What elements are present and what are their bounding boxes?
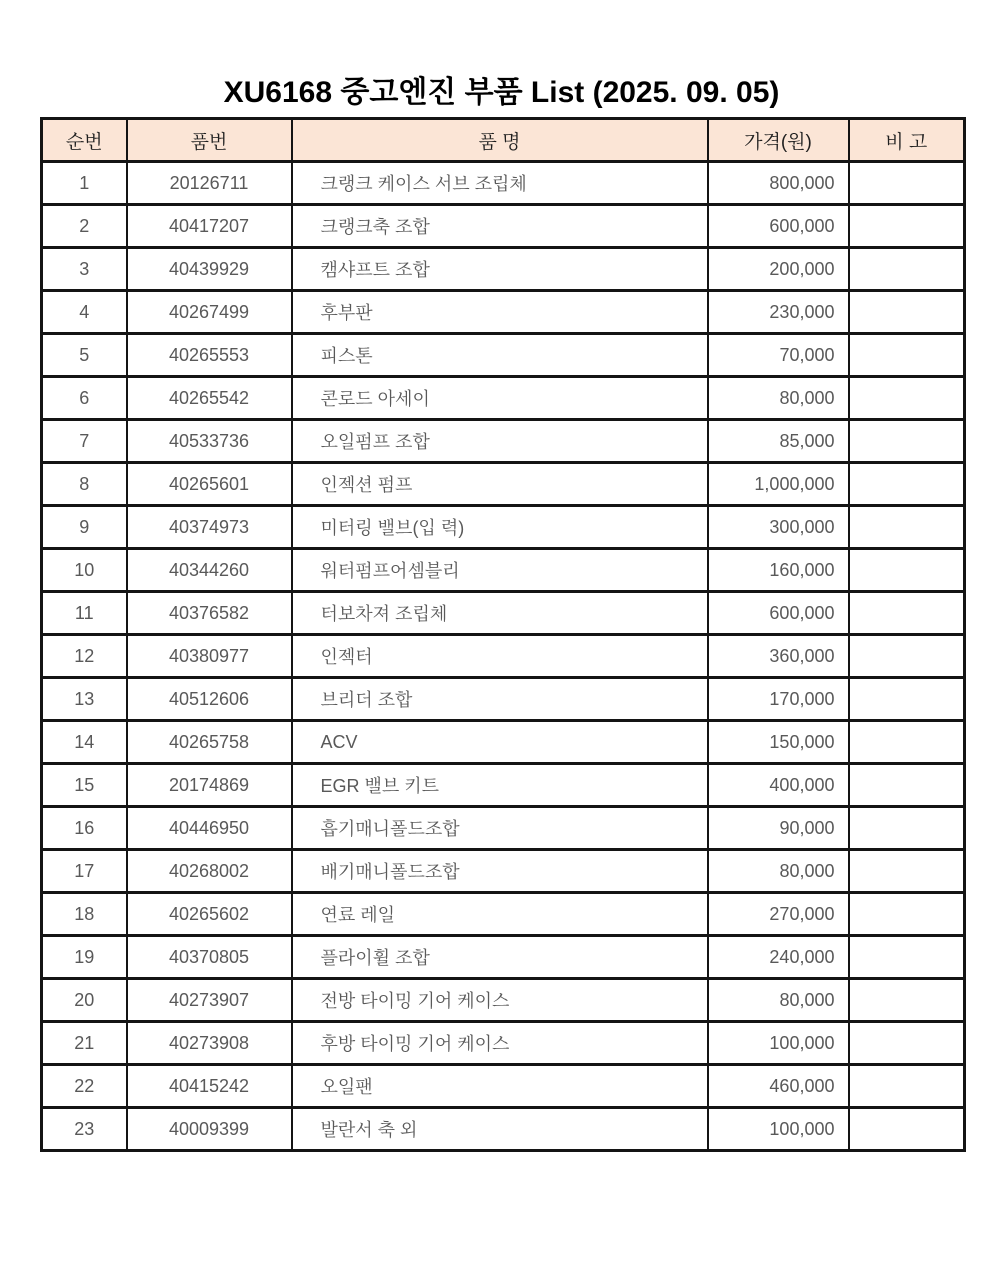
price-cell: 170,000 [708,678,849,721]
table-row [42,1065,965,1108]
price-cell: 270,000 [708,893,849,936]
table-row [42,549,965,592]
table-row [42,205,965,248]
note-cell [849,678,965,721]
price-cell: 1,000,000 [708,463,849,506]
table-row [42,936,965,979]
note-cell [849,807,965,850]
part-number-cell: 40273908 [127,1022,292,1065]
table-row [42,162,965,205]
row-number-cell: 1 [42,162,127,205]
row-number-cell: 4 [42,291,127,334]
parts-table [40,117,966,1152]
part-name-cell: ACV [292,721,708,764]
column-header-name: 품 명 [292,119,708,162]
note-cell [849,1065,965,1108]
part-name-cell: 후방 타이밍 기어 케이스 [292,1022,708,1065]
row-number-cell: 11 [42,592,127,635]
row-number-cell: 12 [42,635,127,678]
part-number-cell: 20126711 [127,162,292,205]
part-number-cell: 40268002 [127,850,292,893]
row-number-cell: 17 [42,850,127,893]
part-name-cell: 흡기매니폴드조합 [292,807,708,850]
note-cell [849,205,965,248]
part-name-cell: 워터펌프어셈블리 [292,549,708,592]
column-header-price: 가격(원) [708,119,849,162]
part-name-cell: 연료 레일 [292,893,708,936]
part-name-cell: 피스톤 [292,334,708,377]
table-row [42,463,965,506]
part-number-cell: 40415242 [127,1065,292,1108]
row-number-cell: 23 [42,1108,127,1151]
part-number-cell: 40344260 [127,549,292,592]
table-row [42,592,965,635]
price-cell: 360,000 [708,635,849,678]
table-row [42,850,965,893]
row-number-cell: 10 [42,549,127,592]
part-name-cell: 터보차져 조립체 [292,592,708,635]
row-number-cell: 18 [42,893,127,936]
note-cell [849,1108,965,1151]
price-cell: 300,000 [708,506,849,549]
row-number-cell: 19 [42,936,127,979]
table-row [42,334,965,377]
note-cell [849,506,965,549]
page-title: XU6168 중고엔진 부품 List (2025. 09. 05) [223,76,780,109]
row-number-cell: 16 [42,807,127,850]
part-name-cell: 플라이휠 조합 [292,936,708,979]
part-name-cell: 브리더 조합 [292,678,708,721]
note-cell [849,549,965,592]
part-number-cell: 40417207 [127,205,292,248]
note-cell [849,248,965,291]
row-number-cell: 22 [42,1065,127,1108]
note-cell [849,893,965,936]
price-cell: 80,000 [708,979,849,1022]
table-row [42,721,965,764]
part-name-cell: 후부판 [292,291,708,334]
part-name-cell: 오일팬 [292,1065,708,1108]
part-number-cell: 40273907 [127,979,292,1022]
part-name-cell: 미터링 밸브(입 력) [292,506,708,549]
price-cell: 100,000 [708,1108,849,1151]
note-cell [849,377,965,420]
part-number-cell: 40370805 [127,936,292,979]
note-cell [849,850,965,893]
table-row [42,1022,965,1065]
part-number-cell: 40009399 [127,1108,292,1151]
note-cell [849,420,965,463]
note-cell [849,979,965,1022]
table-row [42,893,965,936]
table-row [42,506,965,549]
note-cell [849,721,965,764]
table-row [42,807,965,850]
row-number-cell: 15 [42,764,127,807]
part-number-cell: 40376582 [127,592,292,635]
part-name-cell: 전방 타이밍 기어 케이스 [292,979,708,1022]
part-name-cell: 오일펌프 조합 [292,420,708,463]
part-number-cell: 40439929 [127,248,292,291]
table-row [42,291,965,334]
note-cell [849,291,965,334]
note-cell [849,334,965,377]
table-row [42,678,965,721]
row-number-cell: 21 [42,1022,127,1065]
part-number-cell: 40374973 [127,506,292,549]
price-cell: 200,000 [708,248,849,291]
row-number-cell: 8 [42,463,127,506]
price-cell: 230,000 [708,291,849,334]
column-header-note: 비 고 [849,119,965,162]
part-name-cell: 콘로드 아세이 [292,377,708,420]
price-cell: 460,000 [708,1065,849,1108]
price-cell: 90,000 [708,807,849,850]
row-number-cell: 2 [42,205,127,248]
part-number-cell: 40380977 [127,635,292,678]
row-number-cell: 13 [42,678,127,721]
price-cell: 80,000 [708,850,849,893]
price-cell: 70,000 [708,334,849,377]
note-cell [849,1022,965,1065]
table-row [42,420,965,463]
table-row [42,979,965,1022]
row-number-cell: 3 [42,248,127,291]
part-name-cell: EGR 밸브 키트 [292,764,708,807]
table-row [42,764,965,807]
table-row [42,635,965,678]
part-name-cell: 크랭크축 조합 [292,205,708,248]
part-number-cell: 40265758 [127,721,292,764]
note-cell [849,463,965,506]
row-number-cell: 14 [42,721,127,764]
price-cell: 150,000 [708,721,849,764]
price-cell: 400,000 [708,764,849,807]
price-cell: 240,000 [708,936,849,979]
price-cell: 100,000 [708,1022,849,1065]
part-number-cell: 20174869 [127,764,292,807]
part-number-cell: 40446950 [127,807,292,850]
note-cell [849,936,965,979]
part-number-cell: 40265553 [127,334,292,377]
row-number-cell: 5 [42,334,127,377]
part-number-cell: 40265601 [127,463,292,506]
row-number-cell: 7 [42,420,127,463]
price-cell: 600,000 [708,205,849,248]
part-number-cell: 40265602 [127,893,292,936]
price-cell: 800,000 [708,162,849,205]
price-cell: 85,000 [708,420,849,463]
part-name-cell: 인젝터 [292,635,708,678]
table-row [42,248,965,291]
part-number-cell: 40533736 [127,420,292,463]
row-number-cell: 6 [42,377,127,420]
part-name-cell: 캠샤프트 조합 [292,248,708,291]
part-name-cell: 인젝션 펌프 [292,463,708,506]
price-cell: 160,000 [708,549,849,592]
part-number-cell: 40265542 [127,377,292,420]
note-cell [849,635,965,678]
table-row [42,377,965,420]
price-cell: 600,000 [708,592,849,635]
part-name-cell: 배기매니폴드조합 [292,850,708,893]
note-cell [849,592,965,635]
column-header-partno: 품번 [127,119,292,162]
part-name-cell: 크랭크 케이스 서브 조립체 [292,162,708,205]
row-number-cell: 9 [42,506,127,549]
note-cell [849,162,965,205]
part-name-cell: 발란서 축 외 [292,1108,708,1151]
header-row [42,119,965,162]
row-number-cell: 20 [42,979,127,1022]
note-cell [849,764,965,807]
column-header-seq: 순번 [42,119,127,162]
part-number-cell: 40512606 [127,678,292,721]
table-row [42,1108,965,1151]
price-cell: 80,000 [708,377,849,420]
part-number-cell: 40267499 [127,291,292,334]
